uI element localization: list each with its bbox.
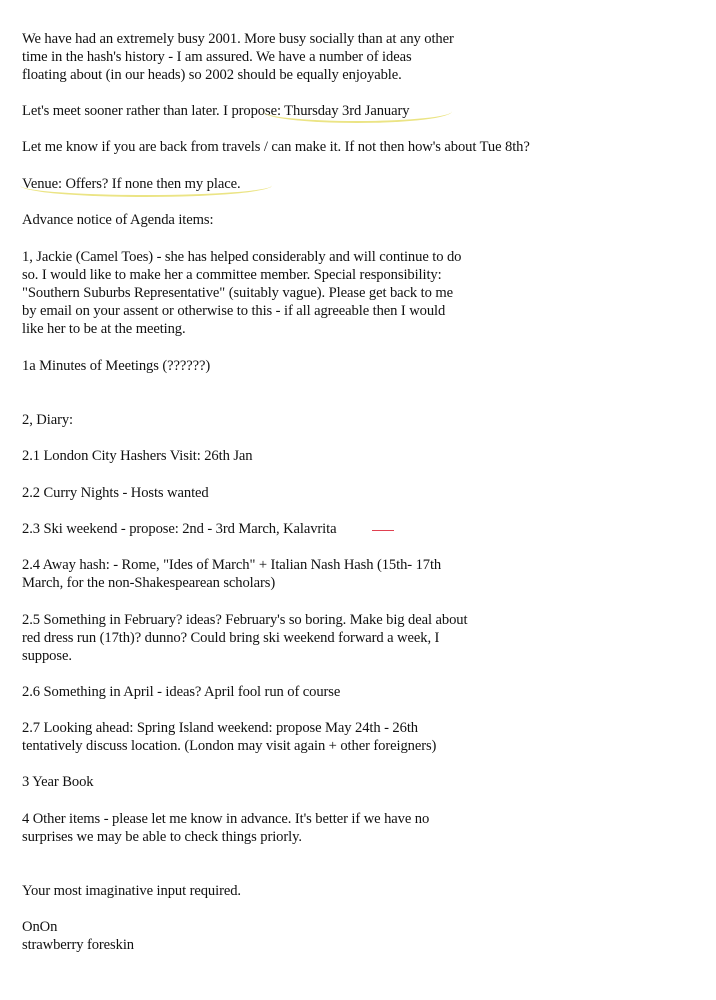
item3-year-book: 3 Year Book [22, 774, 94, 790]
closing-line: Your most imaginative input required. [22, 883, 241, 899]
intro-line-2: time in the hash's history - I am assured. We have a number of ideas [22, 49, 412, 65]
diary-2-7-line-1: 2.7 Looking ahead: Spring Island weekend: propose May 24th - 26th [22, 720, 418, 736]
diary-2-5-line-1: 2.5 Something in February? ideas? February's so boring. Make big deal about [22, 612, 468, 628]
item1-line-2: so. I would like to make her a committee member. Special responsibility: [22, 267, 442, 283]
travel-query: Let me know if you are back from travels / can make it. If not then how's about Tue 8th? [22, 139, 530, 155]
intro-line-1: We have had an extremely busy 2001. More busy socially than at any other [22, 31, 454, 47]
highlighter-mark-date [262, 109, 452, 123]
item1a-minutes: 1a Minutes of Meetings (??????) [22, 358, 211, 374]
venue-line: Venue: Offers? If none then my place. [22, 176, 241, 192]
diary-2-7-line-2: tentatively discuss location. (London may visit again + other foreigners) [22, 738, 437, 754]
diary-2-4-line-1: 2.4 Away hash: - Rome, "Ides of March" + Italian Nash Hash (15th- 17th [22, 557, 442, 573]
highlighter-mark-venue [20, 183, 272, 197]
intro-line-3: floating about (in our heads) so 2002 should be equally enjoyable. [22, 67, 402, 83]
signature: strawberry foreskin [22, 937, 134, 953]
item4-line-1: 4 Other items - please let me know in advance. It's better if we have no [22, 811, 430, 827]
diary-2-1: 2.1 London City Hashers Visit: 26th Jan [22, 448, 253, 464]
diary-2-6: 2.6 Something in April - ideas? April fool run of course [22, 684, 341, 700]
diary-heading: 2, Diary: [22, 412, 73, 428]
item1-line-4: by email on your assent or otherwise to this - if all agreeable then I would [22, 303, 446, 319]
item1-line-3: "Southern Suburbs Representative" (suitably vague). Please get back to me [22, 285, 453, 301]
diary-2-4-line-2: March, for the non-Shakespearean scholars) [22, 575, 276, 591]
meeting-proposal: Let's meet sooner rather than later. I propose: Thursday 3rd January [22, 103, 410, 119]
signoff: OnOn [22, 919, 58, 935]
item1-line-1: 1, Jackie (Camel Toes) - she has helped considerably and will continue to do [22, 249, 462, 265]
agenda-heading: Advance notice of Agenda items: [22, 212, 214, 228]
diary-2-3: 2.3 Ski weekend - propose: 2nd - 3rd March, Kalavrita [22, 521, 337, 537]
diary-2-5-line-2: red dress run (17th)? dunno? Could bring ski weekend forward a week, I [22, 630, 440, 646]
item4-line-2: surprises we may be able to check things priorly. [22, 829, 302, 845]
item1-line-5: like her to be at the meeting. [22, 321, 186, 337]
diary-2-5-line-3: suppose. [22, 648, 72, 664]
diary-2-2: 2.2 Curry Nights - Hosts wanted [22, 485, 209, 501]
red-pen-mark [372, 530, 394, 531]
